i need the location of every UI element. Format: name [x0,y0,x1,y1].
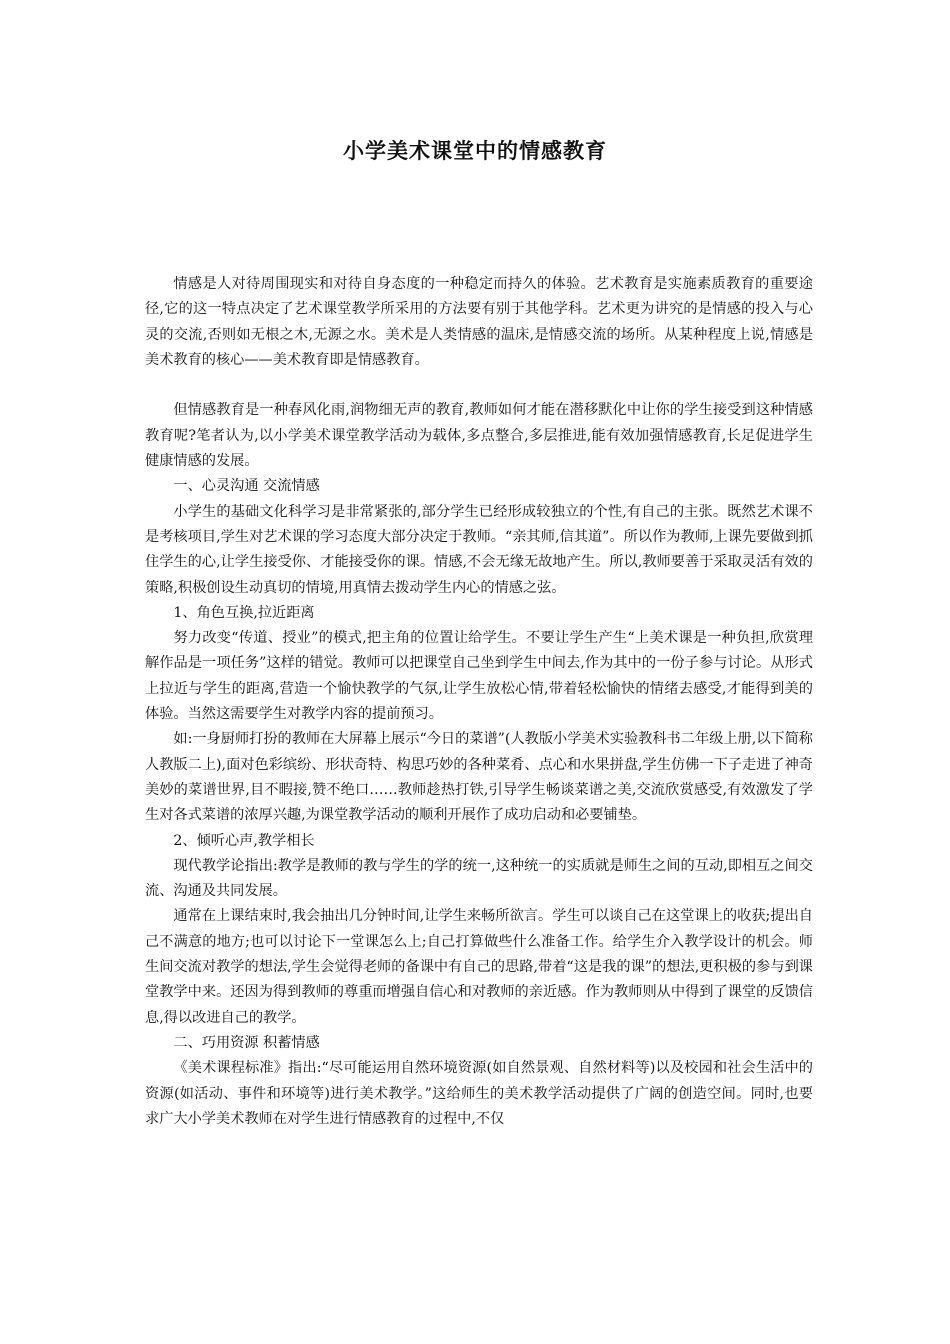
subsection-heading: 2、倾听心声,教学相长 [173,832,315,849]
paragraph: 小学生的基础文化科学习是非常紧张的,部分学生已经形成较独立的个性,有自己的主张。既然艺术课不是考核项目,学生对艺术课的学习态度大部分决定于教师。“亲其师,信其道”。所以作为教师,上课先要做到抓住学生的心,让学生接受你、才能接受你的课。情感,不会无缘无故地产生。所以,教师要善于采取灵活有效的策略,积极创设生动真切的情境,用真情去拨动学生内心的情感之弦。 [145,503,813,596]
subsection-heading: 1、角色互换,拉近距离 [173,604,315,621]
paragraph-intro: 情感是人对待周围现实和对待自身态度的一种稳定而持久的体验。艺术教育是实施素质教育的重要途径,它的这一特点决定了艺术课堂教学所采用的方法要有别于其他学科。艺术更为讲究的是情感的投入与心灵的交流,否则如无根之木,无源之水。美术是人类情感的温床,是情感交流的场所。从某种程度上说,情感是美术教育的核心——美术教育即是情感教育。 [145,276,813,368]
paragraph: 但情感教育是一种春风化雨,润物细无声的教育,教师如何才能在潜移默化中让你的学生接受到这种情感教育呢?笔者认为,以小学美术课堂教学活动为载体,多点整合,多层推进,能有效加强情感教育,长足促进学生健康情感的发展。 [145,402,813,470]
document-title: 小学美术课堂中的情感教育 [343,139,607,163]
paragraph: 现代教学论指出:教学是教师的教与学生的学的统一,这种统一的实质就是师生之间的互动,即相互之间交流、沟通及共同发展。 [145,857,813,900]
paragraph: 通常在上课结束时,我会抽出几分钟时间,让学生来畅所欲言。学生可以谈自己在这堂课上的收获;提出自己不满意的地方;也可以讨论下一堂课怎么上;自己打算做些什么准备工作。给学生介入教学设计的机会。师生间交流对教学的想法,学生会觉得老师的备课中有自己的思路,带着“这是我的课”的想法,更积极的参与到课堂教学中来。还因为得到教师的尊重而增强自信心和对教师的亲近感。作为教师则从中得到了课堂的反馈信息,得以改进自己的教学。 [145,908,813,1026]
section-heading: 一、心灵沟通 交流情感 [173,478,320,495]
paragraph: 努力改变“传道、授业”的模式,把主角的位置让给学生。不要让学生产生“上美术课是一种负担,欣赏理解作品是一项任务”这样的错觉。教师可以把课堂自己坐到学生中间去,作为其中的一份子参与讨论。从形式上拉近与学生的距离,营造一个愉快教学的气氛,让学生放松心情,带着轻松愉快的情绪去感受,才能得到美的体验。当然这需要学生对教学内容的提前预习。 [145,630,813,723]
paragraph: 如:一身厨师打扮的教师在大屏幕上展示“今日的菜谱”(人教版小学美术实验教科书二年级上册,以下简称人教版二上),面对色彩缤纷、形状奇特、构思巧妙的各种菜肴、点心和水果拼盘,学生仿佛一下子走进了神奇美妙的菜谱世界,目不暇接,赞不绝口……教师趁热打铁,引导学生畅谈菜谱之美,交流欣赏感受,有效激发了学生对各式菜谱的浓厚兴趣,为课堂教学活动的顺利开展作了成功启动和必要铺垫。 [145,731,813,824]
paragraph: 《美术课程标准》指出:“尽可能运用自然环境资源(如自然景观、自然材料等)以及校园和社会生活中的资源(如活动、事件和环境等)进行美术教学。”这给师生的美术教学活动提供了广阔的创造空间。同时,也要求广大小学美术教师在对学生进行情感教育的过程中,不仅 [145,1060,813,1127]
section-heading: 二、巧用资源 积蓄情感 [173,1034,320,1051]
document-body [145,272,813,1132]
